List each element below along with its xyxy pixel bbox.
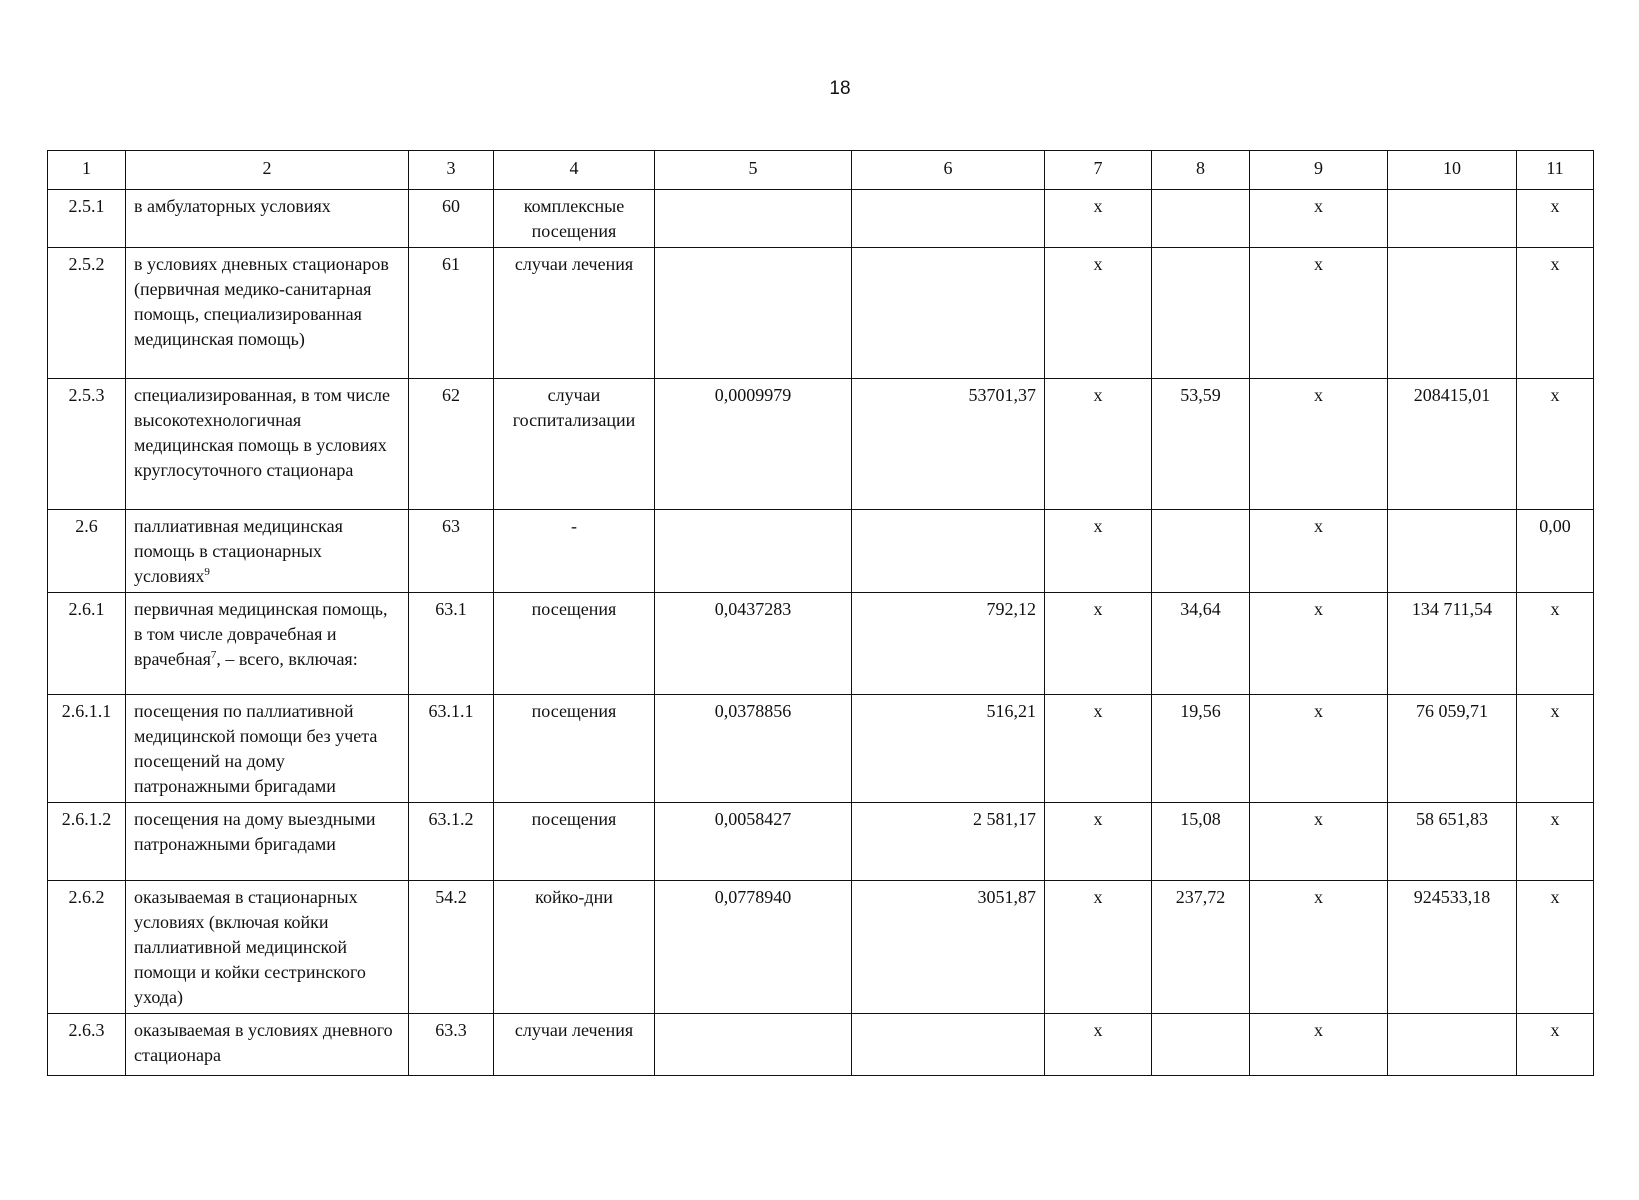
cell-col-11: х [1517,695,1594,803]
cell-col-4: посещения [494,803,655,881]
page-number: 18 [829,78,851,99]
cell-col-9: х [1250,803,1388,881]
header-cell: 11 [1517,151,1594,190]
cell-col-8 [1152,510,1250,593]
cell-col-8 [1152,1014,1250,1076]
cell-col-9: х [1250,510,1388,593]
cell-col-6 [852,248,1045,379]
cell-col-2 [126,593,409,695]
cell-col-1: 2.6.1.1 [48,695,126,803]
row-label: паллиативная медицинская помощь в стационарных условиях [134,516,343,586]
cell-col-10 [1388,248,1517,379]
cell-col-11: х [1517,1014,1594,1076]
cell-col-8: 53,59 [1152,379,1250,510]
cell-col-3: 62 [409,379,494,510]
cell-col-1: 2.5.3 [48,379,126,510]
cell-col-7: х [1045,695,1152,803]
row-label: посещения по паллиативной медицинской помощи без учета посещений на дому патронажными бригадами [134,701,378,796]
cell-col-11: 0,00 [1517,510,1594,593]
table-row [48,379,1594,510]
cell-col-1: 2.6.2 [48,881,126,1014]
header-cell: 10 [1388,151,1517,190]
cell-col-3: 60 [409,190,494,248]
table-body [48,151,1594,1076]
cell-col-2 [126,190,409,248]
cell-col-9: х [1250,248,1388,379]
cell-col-4: случаи лечения [494,248,655,379]
cell-col-10 [1388,190,1517,248]
cell-col-3: 54.2 [409,881,494,1014]
cell-col-8: 237,72 [1152,881,1250,1014]
row-label: в условиях дневных стационаров (первичная медико-санитарная помощь, специализированная медицинская помощь) [134,254,389,349]
cell-col-10 [1388,1014,1517,1076]
table-header-row [48,151,1594,190]
cell-col-9: х [1250,190,1388,248]
cell-col-3: 63.1.2 [409,803,494,881]
cell-col-10: 924533,18 [1388,881,1517,1014]
cell-col-4: - [494,510,655,593]
header-cell: 4 [494,151,655,190]
cell-col-9: х [1250,881,1388,1014]
row-label-tail: , – всего, включая: [216,649,358,669]
table-row [48,510,1594,593]
cell-col-5: 0,0378856 [655,695,852,803]
cell-col-6 [852,190,1045,248]
cell-col-5: 0,0437283 [655,593,852,695]
row-label: специализированная, в том числе высокотехнологичная медицинская помощь в условиях круглосуточного стационара [134,385,390,480]
table-row [48,881,1594,1014]
cell-col-5 [655,510,852,593]
cell-col-10: 134 711,54 [1388,593,1517,695]
row-label: посещения на дому выездными патронажными бригадами [134,809,376,854]
cell-col-5: 0,0778940 [655,881,852,1014]
cell-col-5 [655,190,852,248]
cell-col-7: х [1045,379,1152,510]
cell-col-6: 53701,37 [852,379,1045,510]
header-cell: 9 [1250,151,1388,190]
cell-col-9: х [1250,593,1388,695]
cell-col-9: х [1250,1014,1388,1076]
cell-col-4: комплексные посещения [494,190,655,248]
cell-col-10 [1388,510,1517,593]
cell-col-6: 516,21 [852,695,1045,803]
footnote-marker: 7 [210,649,217,661]
cell-col-8: 34,64 [1152,593,1250,695]
cell-col-7: х [1045,248,1152,379]
cell-col-9: х [1250,695,1388,803]
cell-col-7: х [1045,1014,1152,1076]
cell-col-11: х [1517,190,1594,248]
cell-col-10: 208415,01 [1388,379,1517,510]
cell-col-8: 19,56 [1152,695,1250,803]
cell-col-3: 61 [409,248,494,379]
cell-col-6: 3051,87 [852,881,1045,1014]
footnote-marker: 9 [204,566,210,578]
cell-col-5 [655,1014,852,1076]
cell-col-10: 58 651,83 [1388,803,1517,881]
header-cell: 3 [409,151,494,190]
table-row [48,593,1594,695]
cell-col-5: 0,0058427 [655,803,852,881]
cell-col-11: х [1517,248,1594,379]
data-table [47,150,1594,1076]
cell-col-4: случаи лечения [494,1014,655,1076]
cell-col-11: х [1517,379,1594,510]
row-label: в амбулаторных условиях [134,196,331,216]
header-cell: 6 [852,151,1045,190]
cell-col-1: 2.5.2 [48,248,126,379]
cell-col-1: 2.6.1.2 [48,803,126,881]
table-row [48,695,1594,803]
header-cell: 2 [126,151,409,190]
cell-col-2 [126,881,409,1014]
cell-col-5: 0,0009979 [655,379,852,510]
table-row [48,248,1594,379]
row-label: оказываемая в стационарных условиях (включая койки паллиативной медицинской помощи и койки сестринского ухода) [134,887,366,1007]
cell-col-7: х [1045,881,1152,1014]
cell-col-6: 792,12 [852,593,1045,695]
cell-col-4: посещения [494,593,655,695]
cell-col-1: 2.6.1 [48,593,126,695]
cell-col-4: койко-дни [494,881,655,1014]
cell-col-5 [655,248,852,379]
cell-col-8 [1152,190,1250,248]
cell-col-2 [126,248,409,379]
table-row [48,803,1594,881]
cell-col-8: 15,08 [1152,803,1250,881]
cell-col-3: 63.1.1 [409,695,494,803]
cell-col-11: х [1517,593,1594,695]
row-label: первичная медицинская помощь, в том числе доврачебная и врачебная [134,599,388,669]
cell-col-10: 76 059,71 [1388,695,1517,803]
cell-col-2 [126,379,409,510]
cell-col-6: 2 581,17 [852,803,1045,881]
cell-col-3: 63.1 [409,593,494,695]
cell-col-2 [126,803,409,881]
header-cell: 8 [1152,151,1250,190]
header-cell: 5 [655,151,852,190]
cell-col-2 [126,1014,409,1076]
cell-col-7: х [1045,803,1152,881]
cell-col-7: х [1045,190,1152,248]
cell-col-1: 2.6.3 [48,1014,126,1076]
cell-col-1: 2.5.1 [48,190,126,248]
header-cell: 7 [1045,151,1152,190]
cell-col-6 [852,510,1045,593]
cell-col-11: х [1517,881,1594,1014]
cell-col-3: 63 [409,510,494,593]
cell-col-11: х [1517,803,1594,881]
cell-col-1: 2.6 [48,510,126,593]
table-row [48,1014,1594,1076]
cell-col-2 [126,510,409,593]
cell-col-7: х [1045,593,1152,695]
cell-col-2 [126,695,409,803]
cell-col-8 [1152,248,1250,379]
cell-col-9: х [1250,379,1388,510]
cell-col-6 [852,1014,1045,1076]
table-row [48,190,1594,248]
row-label: оказываемая в условиях дневного стационара [134,1020,393,1065]
header-cell: 1 [48,151,126,190]
cell-col-4: случаи госпитализации [494,379,655,510]
cell-col-3: 63.3 [409,1014,494,1076]
cell-col-4: посещения [494,695,655,803]
cell-col-7: х [1045,510,1152,593]
